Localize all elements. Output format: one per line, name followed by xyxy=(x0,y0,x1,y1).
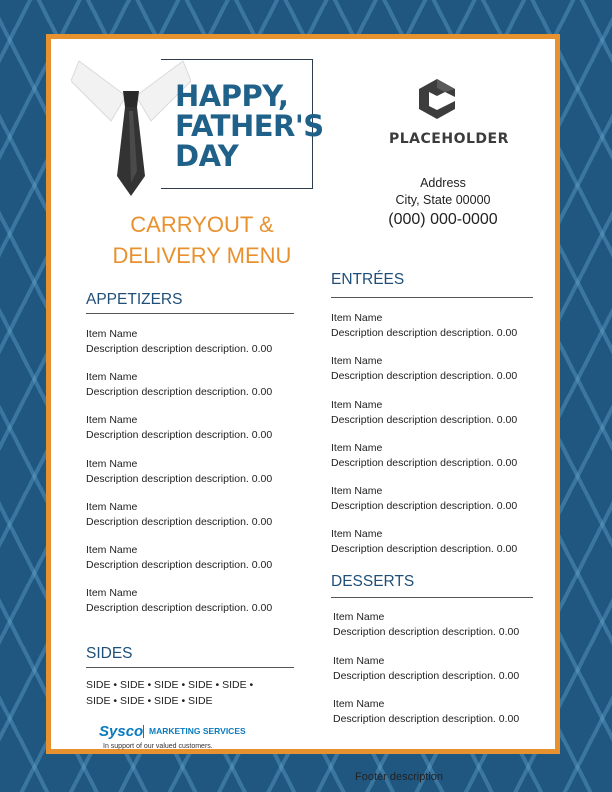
menu-item: Item Name Description description description. 0.00 xyxy=(86,458,273,485)
menu-item: Item Name Description description description. 0.00 xyxy=(86,371,273,398)
menu-item: Item Name Description description description. 0.00 xyxy=(86,414,273,441)
address: Address City, State 00000 xyxy=(395,176,491,207)
menu-item: Item Name Description description description. 0.00 xyxy=(86,587,273,614)
menu-item: Item Name Description description description. 0.00 xyxy=(331,355,518,382)
menu-item: Item Name Description description description. 0.00 xyxy=(331,528,518,555)
sides-divider xyxy=(86,667,294,668)
menu-item: Item Name Description description description. 0.00 xyxy=(331,399,518,426)
menu-item: Item Name Description description description. 0.00 xyxy=(86,501,273,528)
desserts-heading: DESSERTS xyxy=(331,573,415,590)
sides-list: SIDE • SIDE • SIDE • SIDE • SIDE • SIDE • SIDE • SIDE • SIDE xyxy=(86,679,254,707)
sides-heading: SIDES xyxy=(86,645,133,662)
desserts-divider xyxy=(331,597,533,598)
appetizers-heading: APPETIZERS xyxy=(86,291,183,308)
menu-item: Item Name Description description description. 0.00 xyxy=(331,312,518,339)
fathers-day-greeting: HAPPY, FATHER'S DAY xyxy=(175,79,324,173)
phone-number: (000) 000-0000 xyxy=(388,211,498,228)
menu-title: CARRYOUT & DELIVERY MENU xyxy=(112,212,292,268)
branding-separator xyxy=(143,725,144,738)
menu-item: Item Name Description description description. 0.00 xyxy=(331,442,518,469)
menu-item: Item Name Description description description. 0.00 xyxy=(331,485,518,512)
menu-page xyxy=(46,34,560,783)
menu-item: Item Name Description description description. 0.00 xyxy=(86,544,273,571)
logo-text: PLACEHOLDER xyxy=(389,131,509,147)
placeholder-logo-icon xyxy=(419,79,455,119)
menu-item: Item Name Description description description. 0.00 xyxy=(333,698,520,725)
menu-item: Item Name Description description description. 0.00 xyxy=(86,328,273,355)
marketing-services-label: MARKETING SERVICES xyxy=(149,726,246,736)
footer-description: Footer description xyxy=(355,771,444,783)
menu-item: Item Name Description description description. 0.00 xyxy=(333,611,520,638)
branding-tagline: In support of our valued customers. xyxy=(103,743,213,750)
entrees-divider xyxy=(331,297,533,298)
menu-item: Item Name Description description description. 0.00 xyxy=(333,655,520,682)
entrees-heading: ENTRÉES xyxy=(331,271,405,288)
sysco-logo: Sysco xyxy=(99,723,144,740)
appetizers-divider xyxy=(86,313,294,314)
